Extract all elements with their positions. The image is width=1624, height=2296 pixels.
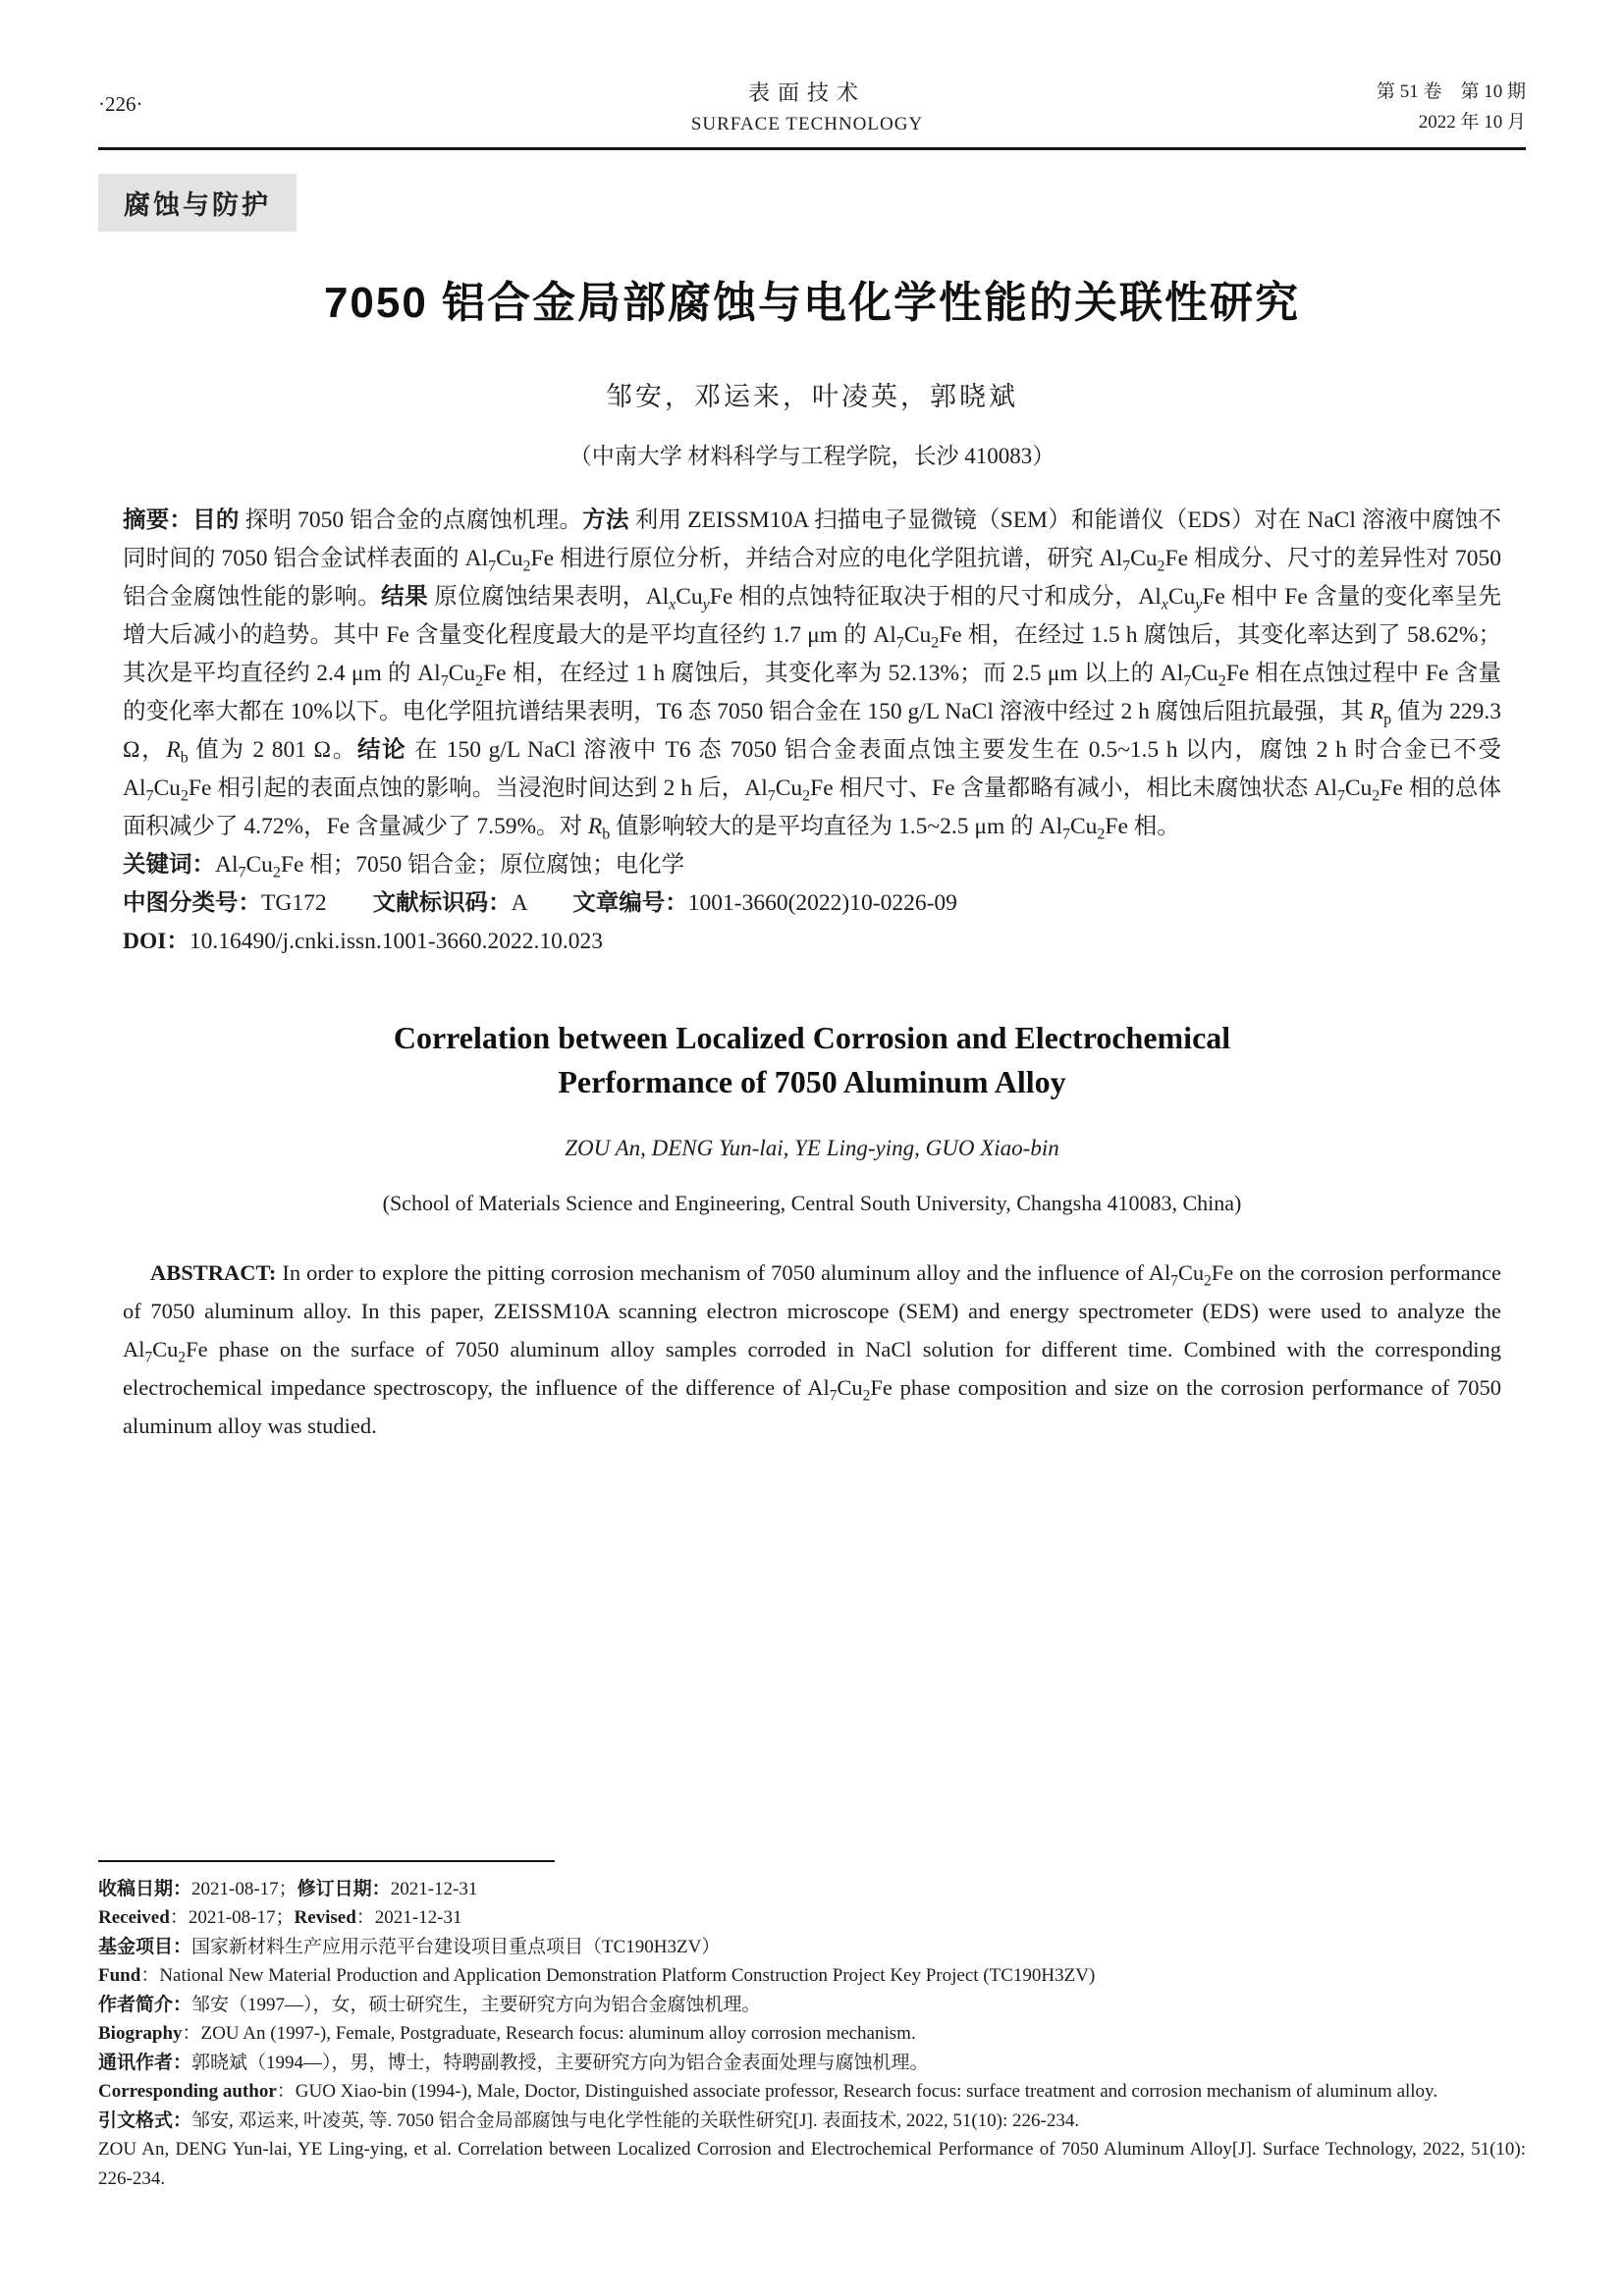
footnote-fund-en: Fund：National New Material Production and Application Demonstration Platform Construction Project Key Project (TC190H3ZV) — [98, 1965, 1096, 1986]
category-label: 腐蚀与防护 — [98, 174, 297, 232]
issue-date: 2022 年 10 月 — [1418, 112, 1526, 133]
volume-issue: 第 51 卷 第 10 期 — [1376, 81, 1526, 102]
footnote-biography-cn: 作者简介：邹安（1997—），女，硕士研究生，主要研究方向为铝合金腐蚀机理。 — [98, 1994, 761, 2015]
doi-line: DOI：10.16490/j.cnki.issn.1001-3660.2022.10.023 — [123, 929, 603, 954]
running-head — [98, 77, 1526, 137]
footnote-area — [98, 1860, 1526, 2194]
authors-en: ZOU An, DENG Yun-lai, YE Ling-ying, GUO Xiao-bin — [565, 1136, 1059, 1160]
footnote-received-cn: 收稿日期：2021-08-17；修订日期：2021-12-31 — [98, 1878, 478, 1899]
header-divider — [98, 147, 1526, 150]
article-title-cn: 7050 铝合金局部腐蚀与电化学性能的关联性研究 — [323, 279, 1301, 327]
clc-number-line: 中图分类号：TG172 文献标识码：A 文章编号：1001-3660(2022)10-0226-09 — [123, 890, 957, 916]
footnote-fund-cn: 基金项目：国家新材料生产应用示范平台建设项目重点项目（TC190H3ZV） — [98, 1936, 721, 1957]
footnote-corresponding-cn: 通讯作者：郭晓斌（1994—），男，博士，特聘副教授，主要研究方向为铝合金表面处理与腐蚀机理。 — [98, 2052, 929, 2073]
journal-title-cn: 表面技术 — [747, 80, 866, 105]
keywords-line: 关键词：$Al_7Cu_2Fe$ 相；7050 铝合金；原位腐蚀；电化学 — [123, 852, 685, 881]
abstract-section-cn — [98, 502, 1526, 961]
footnote-divider — [98, 1860, 555, 1862]
footnote-received-en: Received：2021-08-17；Revised：2021-12-31 — [98, 1907, 462, 1928]
abstract-text-en: ABSTRACT: In order to explore the pitting corrosion mechanism of 7050 aluminum alloy and the influence of $Al_7Cu_2Fe$ on the corrosion performance of 7050 aluminum alloy. In this paper, ZEISSM10A scanning electron microscope (SEM) and energy spectrometer (EDS) were used to analyze the $Al_7Cu_2Fe$ phase on the surface of 7050 aluminum alloy samples corroded in NaCl solution for different time. Combined with the corresponding electrochemical impedance spectroscopy, the influence of the difference of $Al_7Cu_2Fe$ phase composition and size on the corrosion performance of 7050 aluminum alloy was studied. — [123, 1260, 1501, 1438]
affiliation-en: (School of Materials Science and Engineering, Central South University, Changsha 410083, China) — [382, 1191, 1242, 1215]
journal-title-en: SURFACE TECHNOLOGY — [690, 114, 924, 134]
footnote-citation-cn: 引文格式：邹安, 邓运来, 叶凌英, 等. 7050 铝合金局部腐蚀与电化学性能的关联性研究[J]. 表面技术, 2022, 51(10): 226-234. — [98, 2109, 1080, 2131]
page-number: ·226· — [98, 92, 143, 116]
abstract-text-cn: 摘要：目的 探明 7050 铝合金的点腐蚀机理。方法 利用 ZEISSM10A 扫描电子显微镜（SEM）和能谱仪（EDS）对在 NaCl 溶液中腐蚀不同时间的 7050 铝合金试样表面的 $Al_7Cu_2Fe$ 相进行原位分析，并结合对应的电化学阻抗谱，研究 $Al_7Cu_2Fe$ 相成分、尺寸的差异性对 7050 铝合金腐蚀性能的影响。结果 原位腐蚀结果表明，$Al_xCu_yFe$ 相的点蚀特征取决于相的尺寸和成分，$Al_xCu_yFe$ 相中 Fe 含量的变化率呈先增大后减小的趋势。其中 Fe 含量变化程度最大的是平均直径约 1.7 μm 的 $Al_7Cu_2Fe$ 相，在经过 1.5 h 腐蚀后，其变化率达到了 58.62%；其次是平均直径约 2.4 μm 的 $Al_7Cu_2Fe$ 相，在经过 1 h 腐蚀后，其变化率为 52.13%；而 2.5 μm 以上的 $Al_7Cu_2Fe$ 相在点蚀过程中 Fe 含量的变化率大都在 10%以下。电化学阻抗谱结果表明，T6 态 7050 铝合金在 150 g/L NaCl 溶液中经过 2 h 腐蚀后阻抗最强，其 $R_p$ 值为 229.3 Ω，$R_b$ 值为 2 801 Ω。结论 在 150 g/L NaCl 溶液中 T6 态 7050 铝合金表面点蚀主要发生在 0.5~1.5 h 以内，腐蚀 2 h 时合金已不受 $Al_7Cu_2Fe$ 相引起的表面点蚀的影响。当浸泡时间达到 2 h 后，$Al_7Cu_2Fe$ 相尺寸、Fe 含量都略有减小，相比未腐蚀状态 $Al_7Cu_2Fe$ 相的总体面积减少了 4.72%，Fe 含量减少了 7.59%。对 $R_b$ 值影响较大的是平均直径为 1.5~2.5 μm 的 $Al_7Cu_2Fe$ 相。 — [123, 507, 1502, 843]
journal-title-block — [324, 77, 1290, 135]
affiliation-cn: （中南大学 材料科学与工程学院，长沙 410083） — [568, 444, 1056, 468]
footnote-corresponding-en: Corresponding author：GUO Xiao-bin (1994-), Male, Doctor, Distinguished associate professor, Research focus: surface treatment and corrosion mechanism of aluminum alloy. — [98, 2081, 1438, 2102]
footnote-citation-en: ZOU An, DENG Yun-lai, YE Ling-ying, et al. Correlation between Localized Corrosion and Electrochemical Performance of 7050 Aluminum Alloy[J]. Surface Technology, 2022, 51(10): 226-234. — [98, 2139, 1526, 2189]
authors-cn: 邹安，邓运来，叶凌英，郭晓斌 — [606, 382, 1018, 411]
footnote-biography-en: Biography：ZOU An (1997-), Female, Postgraduate, Research focus: aluminum alloy corrosion mechanism. — [98, 2023, 916, 2044]
article-title-en: Correlation between Localized Corrosion and Electrochemical Performance of 7050 Aluminum Alloy — [393, 1020, 1231, 1099]
issue-info-block — [1290, 77, 1526, 137]
